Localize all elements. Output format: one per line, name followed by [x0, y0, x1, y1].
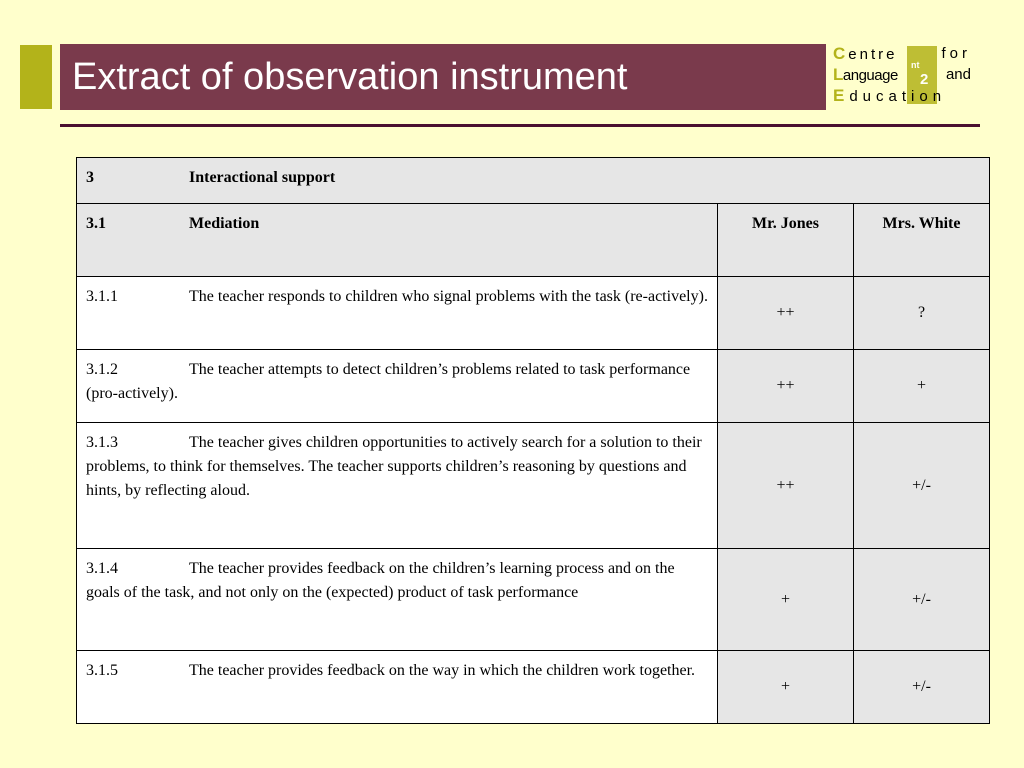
item-description [77, 651, 718, 724]
subsection-title: Mediation [189, 215, 260, 232]
score-white: + [854, 350, 990, 423]
subsection-cell [77, 204, 718, 277]
logo-line-2-right: and [945, 66, 971, 83]
table-row [77, 549, 990, 651]
logo-mark-sub: nt [911, 60, 920, 70]
score-white: +/- [854, 549, 990, 651]
logo-line-2: Language [833, 65, 898, 84]
item-code: 3.1.3 [86, 434, 118, 451]
score-jones: + [718, 651, 854, 724]
score-jones: ++ [718, 350, 854, 423]
table-row [77, 350, 990, 423]
logo-line-1: Centre [833, 44, 898, 63]
item-description [77, 549, 718, 651]
observation-table [76, 157, 990, 724]
table-row [77, 277, 990, 350]
logo-line-1-right: for [941, 45, 971, 62]
item-text: The teacher provides feedback on the way in which the children work together. [189, 662, 696, 679]
item-text: The teacher attempts to detect children’s problems related to task performance (pro-actively). [86, 361, 691, 402]
score-white: ? [854, 277, 990, 350]
item-text: The teacher provides feedback on the children’s learning process and on the goals of the task, and not only on the (expected) product of task performance [86, 560, 675, 601]
section-title: Interactional support [189, 169, 336, 186]
item-code: 3.1.4 [86, 560, 118, 577]
score-white: +/- [854, 651, 990, 724]
item-text: The teacher gives children opportunities to actively search for a solution to their problems, to think for themselves. The teacher supports children’s reasoning by questions and hints, by reflecting aloud. [86, 434, 702, 499]
item-description [77, 350, 718, 423]
organization-logo [833, 44, 983, 108]
table-row [77, 423, 990, 549]
section-cell [77, 158, 990, 204]
score-jones: ++ [718, 277, 854, 350]
title-banner [60, 44, 826, 110]
item-code: 3.1.2 [86, 361, 118, 378]
section-row [77, 158, 990, 204]
score-jones: + [718, 549, 854, 651]
logo-mark-number: 2 [920, 71, 929, 88]
item-description [77, 277, 718, 350]
score-white: +/- [854, 423, 990, 549]
logo-line-3: Education [833, 86, 947, 105]
item-code: 3.1.1 [86, 288, 118, 305]
item-text: The teacher responds to children who signal problems with the task (re-actively). [189, 288, 708, 305]
column-header-jones: Mr. Jones [718, 204, 854, 277]
title-accent-bar [20, 45, 52, 109]
column-header-white: Mrs. White [854, 204, 990, 277]
subsection-row [77, 204, 990, 277]
item-description [77, 423, 718, 549]
title-divider [60, 124, 980, 127]
subsection-code: 3.1 [86, 215, 106, 232]
item-code: 3.1.5 [86, 662, 118, 679]
page-title: Extract of observation instrument [72, 55, 628, 98]
score-jones: ++ [718, 423, 854, 549]
table-row [77, 651, 990, 724]
section-code: 3 [86, 169, 94, 186]
